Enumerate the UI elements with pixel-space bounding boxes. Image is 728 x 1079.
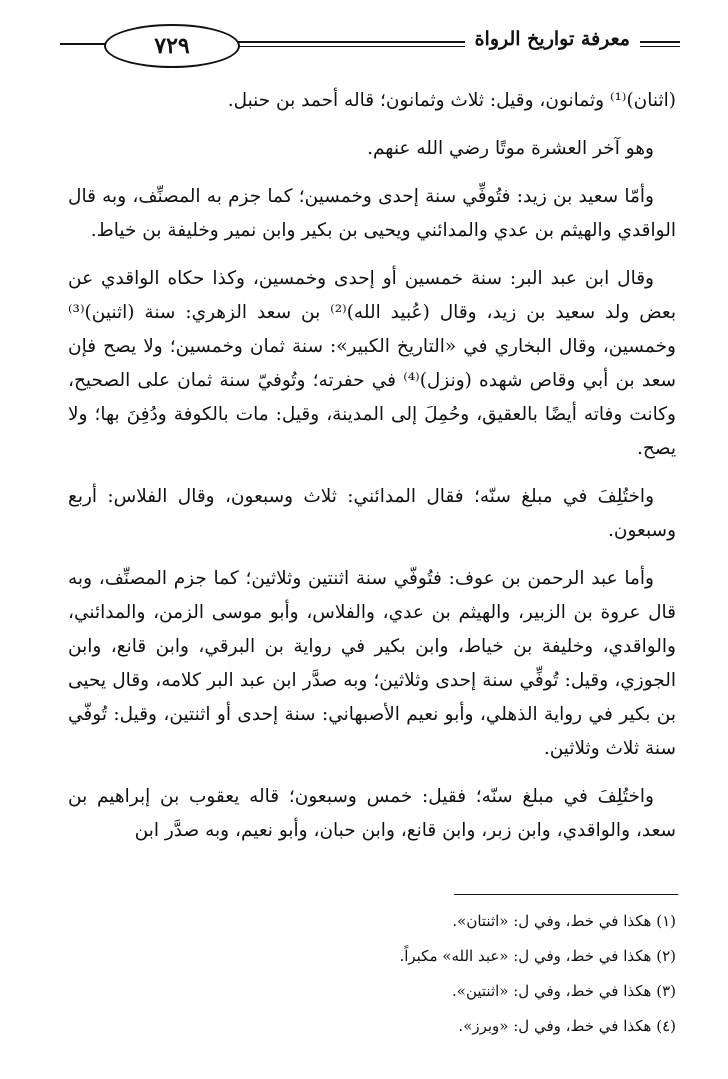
paragraph: وقال ابن عبد البر: سنة خمسين أو إحدى وخمسين، وكذا حكاه الواقدي عن بعض ولد سعيد بن زيد، وقال (عُبيد الله)⁽²⁾ بن سعد الزهري: سنة (اثنين)⁽³⁾ وخمسين، وقال البخاري في «التاريخ الكبير»: سنة ثمان وخمسين؛ ولا يصح فإن سعد بن أبي وقاص شهده (ونزل)⁽⁴⁾ في حفرته؛ وتُوفيّ سنة ثمان على الصحيح، وكانت وفاته أيضًا بالعقيق، وحُمِلَ إلى المدينة، وقيل: مات بالكوفة ودُفِنَ بها؛ ولا يصح. [68, 268, 677, 459]
paragraph: وأما عبد الرحمن بن عوف: فتُوفّي سنة اثنتين وثلاثين؛ كما جزم المصنِّف، وبه قال عروة بن الزبير، والهيثم بن عدي، والفلاس، وأبو موسى الزمن، والمدائني، والواقدي، وخليفة بن خياط، وابن بكير في رواية بن البرقي، وابن قانع، وابن الجوزي، وقيل: تُوفِّي سنة إحدى وثلاثين؛ وبه صدَّر ابن عبد البر كلامه، وقال يحيى بن بكير في رواية الذهلي، وأبو نعيم الأصبهاني: سنة إحدى أو اثنتين، وقيل: تُوفّي سنة ثلاث وثلاثين. [68, 568, 676, 759]
paragraph: وهو آخر العشرة موتًا رضي الله عنهم. [367, 138, 654, 159]
footnote: (٣) هكذا في خط، وفي ل: «اثنتين». [452, 982, 676, 1000]
footnote: (٤) هكذا في خط، وفي ل: «وبرز». [458, 1017, 676, 1035]
paragraph: وأمّا سعيد بن زيد: فتُوفِّي سنة إحدى وخمسين؛ كما جزم به المصنِّف، وبه قال الواقدي والهيثم بن عدي والمدائني ويحيى بن بكير وابن نمير وخليفة بن خياط. [68, 186, 676, 241]
paragraph: واختُلِفَ في مبلغ سنّه؛ فقيل: خمس وسبعون؛ قاله يعقوب بن إبراهيم بن سعد، والواقدي، وابن زبر، وابن قانع، وابن حبان، وأبو نعيم، وبه صدَّر ابن [68, 786, 676, 841]
main-text [68, 84, 676, 862]
paragraph: واختُلِفَ في مبلغ سنّه؛ فقال المدائني: ثلاث وسبعون، وقال الفلاس: أربع وسبعون. [68, 486, 676, 541]
page-number: ٧٢٩ [104, 24, 240, 68]
footnotes [68, 904, 676, 1044]
footnote-separator [454, 894, 678, 895]
header-rule-left [60, 43, 106, 45]
footnote: (١) هكذا في خط، وفي ل: «اثنتان». [452, 912, 676, 930]
header-title: معرفة تواريخ الرواة [465, 28, 640, 50]
running-header [60, 24, 680, 68]
paragraph: (اثنان)⁽¹⁾ وثمانون، وقيل: ثلاث وثمانون؛ قاله أحمد بن حنبل. [227, 90, 676, 111]
footnote: (٢) هكذا في خط، وفي ل: «عبد الله» مكبراً. [399, 947, 676, 965]
